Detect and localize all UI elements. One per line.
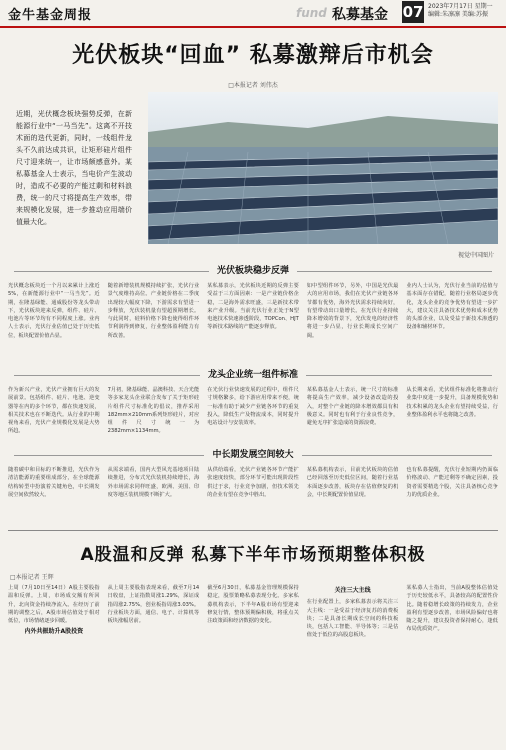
subheading-2-text: 龙头企业统一组件标准: [200, 370, 306, 380]
mini-heading: 关注三大主线: [334, 587, 371, 594]
body-column: 7月初，隆基绿能、晶澳科技、天合光能等多家龙头企业联合发布了关于矩形硅片组件尺寸标准化的倡议，推荐采用182mm×210mm系列矩形硅片，对应组件尺寸统一为2382mm×1134mm。: [107, 387, 200, 435]
issue-info: [428, 3, 504, 19]
newspaper-logo: 金牛基金周报: [8, 8, 93, 23]
article-2-title: A股温和反弹 私募下半年市场预期整体积极: [80, 545, 426, 565]
subheading-3: [0, 448, 506, 462]
body-column: 某私募基金人士表示，统一尺寸的标准将提高生产效率，减少设备改造的投入，对整个产业链的降本增效都具有积极意义。同时也有利于行业良性竞争，避免无序扩张造成的资源浪费。: [306, 387, 399, 427]
fund-watermark: fund: [296, 6, 327, 20]
body-column: 从供给端看，光伏产业链各环节产能扩张速度较快，部分环节可能出现阶段性供过于求，行业竞争加剧，但技术领先的企业有望在竞争中胜出。: [207, 467, 299, 498]
solar-panels-image: [148, 92, 498, 244]
body-column: 某私募机构表示，目前光伏板块的估值已经回落至历史低位区间，随着行业基本面逐步改善，板块存在估值修复的机会，中长期配置价值显现。: [306, 467, 399, 498]
body-column: 也有私募提醒，光伏行业短期内仍面临价格波动、产能过剩等不确定因素，投资者需要精选个股，关注具备核心竞争力的优质企业。: [406, 467, 498, 498]
article-2-byline: □本报记者 王辉: [10, 574, 54, 581]
body-column: [307, 584, 399, 744]
subheading-3-text: 中长期发展空间较大: [204, 450, 301, 460]
subheading-1: [0, 264, 506, 278]
mini-heading: 内外共振助升A股投资: [24, 628, 84, 636]
body-column: 如中型组件环节，另外，中国是光伏最大的应用市场，我们在光伏产业链各环节都有优势，海外光伏需求持续向好，有望带动出口量增长。在光伏行业持续降本增效的背景下，光伏发电的经济性将进一步凸显，行业长期成长空间广阔。: [306, 283, 399, 339]
body-column: 截至6月30日，私募基金管理规模保持稳定，股票策略私募表现分化。多家私募机构表示，下半年A股市场有望迎来修复行情，整体预期偏积极，将重点关注政策面和经济数据的变化。: [207, 585, 299, 625]
page-number: 07: [402, 3, 424, 21]
body-column: 业内人士认为，光伏行业当前的估值与基本面存在错配，随着行业格局逐步优化，龙头企业的竞争优势有望进一步扩大，建议关注具备技术优势和成本优势的头部企业，以及受益于新技术渗透的设备和辅材环节。: [406, 283, 498, 331]
body-column: 从长期来看，光伏组件标准化将推动行业集中度进一步提升，具备规模优势和技术积累的龙头企业有望持续受益，行业整体盈利水平也将随之改善。: [406, 387, 498, 418]
subheading-1-text: 光伏板块稳步反弹: [209, 266, 297, 276]
body-column: 随着新增装机规模持续扩张，光伏行业景气度维持高位。产业链价格在二季度出现较大幅度下降，下游需求有望进一步释放，光伏装机量有望超预期增长。与此同时，硅料价格下降也使得组件环节利润得到修复，行业整体盈利能力有所改善。: [107, 283, 200, 339]
body-column: 从需求端看，国内大型风光基地项目陆续推进，分布式光伏装机持续增长，海外市场需求同样旺盛，欧洲、美国、印度等地区装机规模不断扩大。: [107, 467, 200, 498]
photo-caption: 视觉中国图片: [457, 252, 494, 259]
body-column: 作为新兴产业，光伏产业拥有巨大的发展前景。包括组件、硅片、电池、逆变器等在内的多个环节，都在快速发展，相关技术也在不断迭代。从行业的中期视角来看，光伏产业规模化发展是大势所趋。: [8, 387, 100, 435]
body-column: 光伏概念板块近一个月以来累计上涨近5%，在新能源行业中“一马当先”。近期，在隆基绿能、通威股份等龙头带动下，光伏板块迎来反弹，组件、硅片、电池片等环节均有不同程度上涨。业内人士表示，光伏行业估值已处于历史低位，板块配置价值凸显。: [8, 283, 100, 339]
body-column: 某私募人士指出，当前A股整体估值处于历史较低水平，具备较高的配置性价比。随着稳增长政策的持续发力，企业盈利有望逐步改善，市场风险偏好也将随之提升，建议投资者保持耐心，逢低布局优质资产。: [406, 585, 498, 633]
body-column: [8, 584, 100, 744]
section-title: 私募基金: [332, 7, 388, 23]
article-byline: □本报记者 刘伟杰: [228, 82, 278, 89]
article-title: 光伏板块“回血” 私募激辩后市机会: [72, 43, 434, 68]
article-lead: 近期，光伏概念板块强势反弹，在新能源行业中“一马当先”。这离不开技术面的迭代更新，同时，一线组件龙头不久前达成共识，让矩形硅片组件尺寸迎来统一，让市场颇感意外。某私募基金人士表示，当电价产生波动时，造成不必要的产能过剩和材料浪费，统一的尺寸将提高生产效率，带来规模化发展，进一步推动应用端价值最大化。: [16, 110, 132, 226]
section-1-body: [8, 282, 498, 362]
body-column: 随着碳中和目标的不断推进，光伏作为清洁能源的重要组成部分，在全球能源结构转型中扮演着关键角色，中长期发展空间依然较大。: [8, 467, 100, 498]
article-2-body: [8, 584, 498, 744]
section-2-body: [8, 386, 498, 444]
editors: 编辑:朱凛凛 美编:苏振: [428, 11, 488, 18]
solar-farm-photo: [148, 92, 498, 244]
subheading-2: [0, 368, 506, 382]
body-column: 从上周主要股指表现来看，截至7月14日收盘，上证指数周涨1.29%，深证成指周涨2.75%，创业板指周涨3.03%。行业板块方面，通信、电子、计算机等板块涨幅居前。: [107, 585, 200, 625]
article-divider: [8, 530, 498, 531]
body-text: 在行业配置上，多家私募表示将关注三大主线：一是受益于经济复苏的消费板块；二是具备长期成长空间的科技板块，包括人工智能、半导体等；三是估值处于低位的高股息板块。: [306, 599, 399, 639]
body-column: 某私募表示，光伏板块近期的反弹主要受益于三方面因素：一是产业链价格企稳，二是海外需求旺盛，三是新技术带来产业升级。当前光伏行业正处于N型电池技术快速渗透阶段，TOPCon、HJT等新技术路线的产能逐步释放。: [207, 283, 299, 331]
body-text: 上周（7月10日至14日）A股主要股指温和反弹。上周，市场成交额有所回升，北向资金持续净流入。在经历了前期的调整之后，A股市场估值处于相对低位，市场情绪逐步回暖。: [8, 585, 100, 625]
body-column: 在光伏行业快速发展的过程中，组件尺寸规格繁多，给下游应用带来不便，统一标准有助于减少产业链各环节的重复投入，降低生产及物流成本，同时提升电站设计与安装效率。: [207, 387, 299, 427]
section-3-body: [8, 466, 498, 524]
issue-date: 2023年7月17日 星期一: [428, 3, 493, 10]
page-header: [0, 0, 506, 28]
